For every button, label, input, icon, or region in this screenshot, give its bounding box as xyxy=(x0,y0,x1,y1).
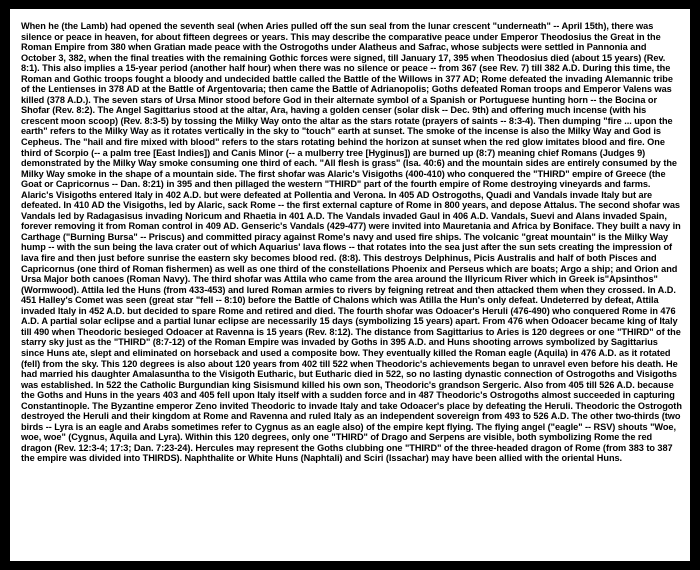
body-paragraph: When he (the Lamb) had opened the seventh seal (when Aries pulled off the sun seal from the lunar crescent "underneath" -- April 15th), there was silence or peace in heaven, for about fifteen degrees or years. This may describe the comparative peace under Emperor Theodosius the Great in the Roman Empire from 380 when Gratian made peace with the Ostrogoths under Alatheus and Safrac, whose subjects were settled in Pannonia and October 3, 382, when the final treaties with the remaining Gothic forces were signed, till January 17, 395 when Theodosius died (about 15 years) (Rev. 8:1). This also implies a 15-year period (another half hour) when there was no silence or peace -- from 367 (see Rev. 7) till 382 A.D. During this time, the Roman and Gothic troops fought a bloody and undecided battle called the Battle of the Willows in 377 AD; Rome defeated the invading Alemannic tribe of the Lentienses in 378 AD at the Battle of Argentovaria; then came the Battle of Adrianopolis; Goths defeated Roman troops and Emperor Valens was killed (378 A.D.). The seven stars of Ursa Minor stood before God in their alternate symbol of a Spanish or Portuguese hunting horn -- the Bocina or Shofar (Rev. 8:2). The Angel Sagittarius stood at the altar, Ara, having a golden censer (solar disk -- Dec. 9th) and offering much incense (with his crescent moon scoop) (Rev. 8:3-5) by tossing the Milky Way onto the altar as the stars rotate (prayers of saints -- 8:3-4). Then dumping "fire ... upon the earth" refers to the Milky Way as it rotates vertically in the sky to "touch" earth at sunset. The smoke of the incense is also the Milky Way and God is Cepheus. The "hail and fire mixed with blood" refers to the stars rotating behind the horizon at sunset when the red glow imitates blood and fire. One third of Scorpio (-- a palm tree [East Indies]) and Canis Minor (-- a mulberry tree [Hyginus]) are burned up (8:7) meaning chief Romans (Judges 9) demonstrated by the Milky Way smoke consuming one third of each. "All flesh is grass" (Isa. 40:6) and the mountain sides are entirely consumed by the Milky Way smoke in the shape of a mountain side. The first shofar was Alaric's Visigoths (400-410) who conquered the "THIRD" empire of Greece (the Goat or Capricornus -- Dan. 8:21) in 395 and then pillaged the western "THIRD" part of the fourth empire of Rome destroying vineyards and farms. Alaric's Visigoths entered Italy in 402 A.D. but were defeated at Pollentia and Verona. In 405 AD Ostrogoths, Quadi and Vandals invade Italy but are defeated. In 410 AD the Visigoths, led by Alaric, sack Rome -- the first external capture of Rome in 800 years, and depose Attalus. The second shofar was Vandals led by Radagasisus invading Noricum and Rhaetia in 401 A.D. The Vandals invaded Gaul in 406 A.D. Vandals, Suevi and Alans invaded Spain, forever removing it from Roman control in 409 AD. Genseric's Vandals (429-477) were invited into Mauretania and Africa by Boniface. They built a navy in Carthage ("Burning Bursa" -- Priscus) and committed piracy against Rome's navy and used fire ships. The volcanic "great mountain" is the Milky Way hump -- with the sun being the lava crater out of which Aquarius' lava flows -- that rotates into the sea just after the sun sets creating the impression of lava fire and then just before sunrise the eastern sky becomes blood red. (8:8). This destroys Delphinus, Picis Australis and half of both Pisces and Capricornus (one third of Roman fishermen) as well as one third of the constellations Phoenix and Perseus which are boats; Argo a ship; and Orion and Ursa Major both canoes (Roman Navy). The third shofar was Attila who came from the area around the Illyricum River which in Greek is"Apsinthos" (Wormwood). Attila led the Huns (from 433-453) and lured Roman armies to rivers by feigning retreat and then attacked them when they crossed. In A.D. 451 Halley's Comet was seen (great star "fell -- 8:10) before the Battle of Chalons which was Atilla the Hun's only defeat. Undeterred by defeat, Attila invaded Italy in 452 A.D. but decided to spare Rome and retired and died. The fourth shofar was Odoacer's Heruli (476-490) who conquered Rome in 476 A.D. A partial solar eclipse and a partial lunar eclipse are necessarily 15 days (symbolizing 15 years) apart. From 476 when Odoacer became king of Italy till 490 when Theodoric besieged Odoacer at Ravenna is 15 years (Rev. 8:12). The distance from Sagittarius to Aries is 120 degrees or one "THIRD" of the starry sky just as the "THIRD" (8:7-12) of the Roman Empire was invaded by Goths in 395 A.D. and Huns shooting arrows symbolized by Sagittarius since Huns ate, slept and eliminated on horseback and used a composite bow. They eventually killed the Roman eagle (Aquila) in 476 A.D. as it rotated (fell) from the sky. This 120 degrees is also about 120 years from 402 till 522 when Theodoric's achievements began to unravel even before his death. He had married his daughter Amalasuntha to the Visigoth Eutharic, but Eutharic died in 522, so no lasting dynastic connection of Ostrogoths and Visigoths was established. In 522 the Catholic Burgundian king Sisismund killed his own son, Theodoric's grandson Sergeric. Also from 405 till 526 A.D. because the Goths and Huns in the years 403 and 405 fell upon Italy itself with a sudden force and in 487 Theodoric's Ostrogoths almost succeeded in capturing Constantinople. The Byzantine emperor Zeno invited Theodoric to invade Italy and take Odoacer's place by defeating the Heruli. Theodoric the Ostrogoth destroyed the Heruli and their kingdom at Rome and Ravenna and ruled Italy as an independent sovereign from 493 to 526 A.D. The other two-thirds (two birds -- Lyra is an eagle and Arabs sometimes refer to Cygnus as an eagle also) of the empire kept flying. The flying angel ("eagle" -- RSV) shouts "Woe, woe, woe" (Cygnus, Aquila and Lyra). Within this 120 degrees, only one "THIRD" of Drago and Serpens are visible, both symbolizing Rome the red dragon (Rev. 12:3-4; 17:3; Dan. 7:23-24). Hercules may represent the Goths clubbing one "THIRD" of the three-headed dragon of Rome (from 383 to 387 the empire was divided into THIRDS). Naphthalite or White Huns (Naphtali) and Sciri (Issachar) may have been allied with the oriental Huns. xyxy=(21,21,682,464)
document-page xyxy=(10,9,690,561)
